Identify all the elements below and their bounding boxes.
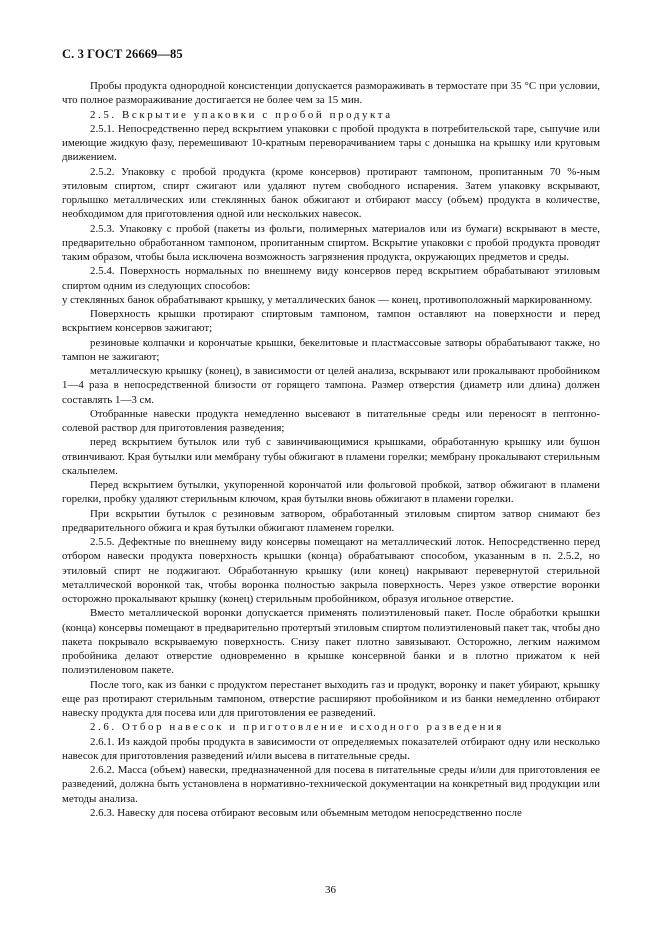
paragraph-metal-lid: металлическую крышку (конец), в зависимости от целей анализа, вскрывают или прокалывают пробойником 1—4 раза в непосредственной близости от горящего тампона. Размер отверстия (диаметр или длина) должен составлять 1—3 см. [62, 365, 600, 406]
paragraph-lid-wipe: Поверхность крышки протирают спиртовым тампоном, тампон оставляют на поверхности и перед вскрытием консервов зажигают; [62, 308, 600, 335]
paragraph-samples-seeded: Отобранные навески продукта немедленно высевают в питательные среды или переносят в пептонно-солевой раствор для приготовления разведения; [62, 407, 600, 434]
paragraph-2-5-2: 2.5.2. Упаковку с пробой продукта (кроме консервов) протирают тампоном, пропитанным 70 %-ным этиловым спиртом, спирт сжигают или удаляют путем свободного испарения. Затем упаковку вскрывают, горлышко металлических или стеклянных банок обжигают и отбирают массу (объем) продукта в количестве, необходимом для приготовления одной или нескольких навесок. [62, 165, 600, 221]
paragraph-glass-jars: у стеклянных банок обрабатывают крышку, у металлических банок — конец, противоположный маркированному. [62, 293, 593, 306]
paragraph-rubber-stopper: При вскрытии бутылок с резиновым затвором, обработанный этиловым спиртом затвор снимают без предварительного обжига и края бутылки обжигают пламенем горелки. [62, 507, 600, 534]
section-heading-2-6: 2.6. Отбор навесок и приготовление исходного разведения [90, 721, 504, 734]
paragraph-2-5-4: 2.5.4. Поверхность нормальных по внешнему виду консервов перед вскрытием обрабатывают этиловым спиртом одним из следующих способов: [62, 265, 600, 292]
page-header: С. 3 ГОСТ 26669—85 [62, 47, 183, 61]
paragraph-2-6-2: 2.6.2. Масса (объем) навески, предназначенной для посева в питательные среды и/или для приготовления ее разведений, должна быть установлена в нормативно-технической документации на конкретный вид продукции или методы анализа. [62, 764, 600, 805]
paragraph-polyethylene-bag: Вместо металлической воронки допускается применять полиэтиленовый пакет. После обработки крышки (конца) консервы помещают в предварительно протертый этиловым спиртом полиэтиленовый пакет так, чтобы дно пакета покрывало вскрываемую поверхность. Снизу пакет плотно завязывают. Осторожно, легким нажимом пробойника делают отверстие одновременно в крышке консервной банки и в плотно прижатом к ней полиэтиленовом пакете. [62, 607, 600, 677]
paragraph-screw-caps: перед вскрытием бутылок или туб с завинчивающимися крышками, обработанную крышку или бушон отвинчивают. Края бутылки или мембрану тубы обжигают в пламени горелки; мембрану прокалывают стерильным скальпелем. [62, 436, 600, 477]
paragraph-2-5-3: 2.5.3. Упаковку с пробой (пакеты из фольги, полимерных материалов или из бумаги) вскрывают в месте, предварительно обработанном тампоном, пропитанным спиртом. Вскрытие упаковки с пробой продукта проводят таким образом, чтобы была исключена возможность загрязнения продукта, окружающих предметов и среды. [62, 222, 600, 263]
paragraph-crown-cork: Перед вскрытием бутылки, укупоренной корончатой или фольговой пробкой, затвор обжигают в пламени горелки, пробку удаляют стерильным ключом, края бутылки вновь обжигают в пламени горелки. [62, 479, 600, 506]
paragraph-after-gas: После того, как из банки с продуктом перестанет выходить газ и продукт, воронку и пакет убирают, крышку еще раз протирают стерильным тампоном, отверстие расширяют пробойником и из банки немедленно отбирают навеску продукта для посева или для приготовления ее разведений. [62, 678, 600, 719]
paragraph-2-6-3: 2.6.3. Навеску для посева отбирают весовым или объемным методом непосредственно после [90, 806, 522, 819]
document-body [62, 79, 600, 820]
paragraph-2-5-1: 2.5.1. Непосредственно перед вскрытием упаковки с пробой продукта в потребительской таре, сыпучие или имеющие жидкую фазу, перемешивают 10-кратным переворачиванием тары с донышка на крышку или круговым движением. [62, 122, 600, 164]
paragraph-2-5-5: 2.5.5. Дефектные по внешнему виду консервы помещают на металлический лоток. Непосредственно перед отбором навески продукта поверхность крышки (конца) обрабатывают способом, указанным в п. 2.5.2, но этиловый спирт не поджигают. Обработанную крышку (или конец) накрывают перевернутой стерильной металлической воронкой так, чтобы воронка полностью закрыла поверхность. Через узкое отверстие воронки осторожно прокалывают крышку (конец) стерильным пробойником, образуя игольное отверстие. [62, 536, 600, 605]
paragraph-thawing: Пробы продукта однородной консистенции допускается размораживать в термостате при 35 °С при условии, что полное размораживание достигается не более чем за 15 мин. [62, 80, 600, 107]
paragraph-2-6-1: 2.6.1. Из каждой пробы продукта в зависимости от определяемых показателей отбирают одну или несколько навесок для приготовления разведений и/или высева в питательные среды. [62, 735, 600, 762]
section-heading-2-5: 2.5. Вскрытие упаковки с пробой продукта [90, 108, 393, 121]
paragraph-rubber-caps: резиновые колпачки и корончатые крышки, бекелитовые и пластмассовые затворы обрабатывают также, но тампон не зажигают; [62, 336, 600, 363]
page-number: 36 [325, 884, 336, 896]
